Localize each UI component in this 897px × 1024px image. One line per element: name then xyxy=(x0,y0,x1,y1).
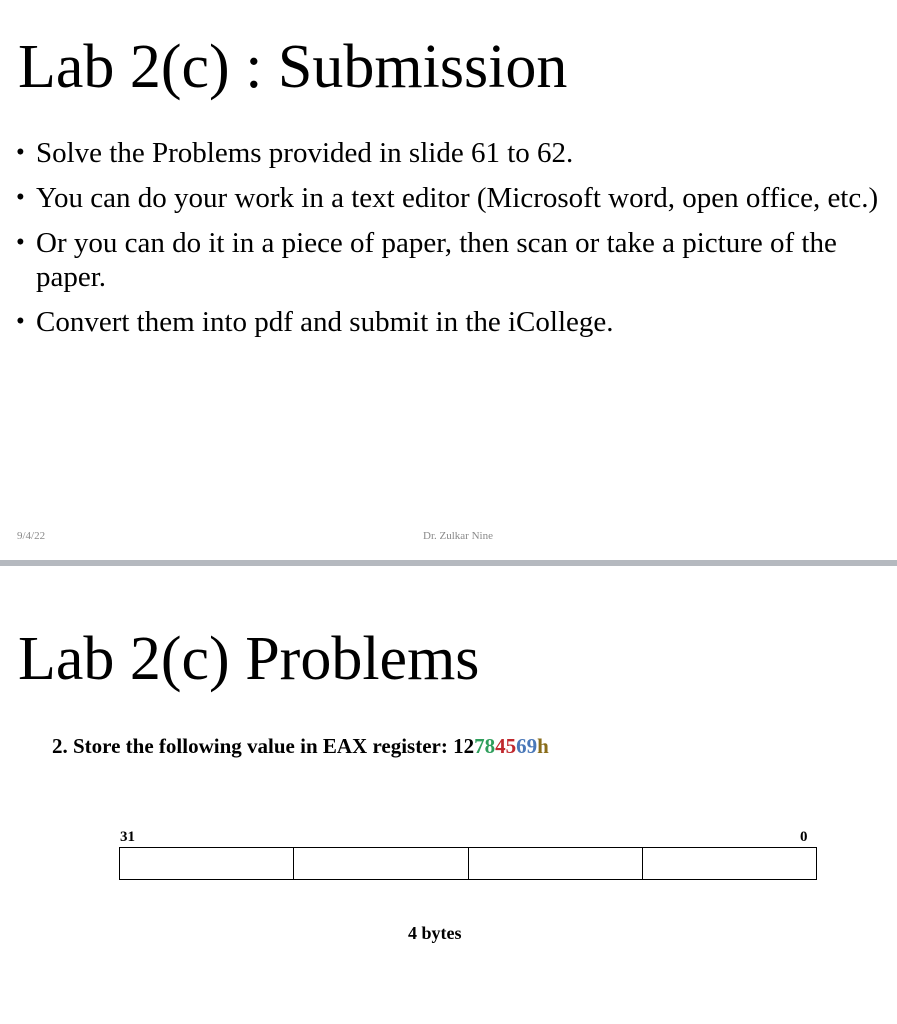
bit-label-low: 0 xyxy=(800,829,808,845)
footer-author: Dr. Zulkar Nine xyxy=(423,530,493,542)
slide-problems xyxy=(0,566,897,1024)
register-size-label: 4 bytes xyxy=(408,923,462,943)
bullet-dot-icon: • xyxy=(16,308,25,335)
bit-label-high: 31 xyxy=(120,829,135,845)
problem-statement xyxy=(52,734,549,759)
bullet-text: You can do your work in a text editor (Microsoft word, open office, etc.) xyxy=(36,182,879,214)
bullet-text: Solve the Problems provided in slide 61 to 62. xyxy=(36,137,574,169)
bullet-text: Convert them into pdf and submit in the iCollege. xyxy=(36,306,614,338)
bullet-dot-icon: • xyxy=(16,184,25,211)
hex-value-part: 78 xyxy=(474,734,496,758)
slide-title: Lab 2(c) Problems xyxy=(18,625,480,693)
hex-value-part: 45 xyxy=(495,734,517,758)
eax-register-diagram xyxy=(119,847,817,880)
slide-title: Lab 2(c) : Submission xyxy=(18,33,568,101)
hex-value-part: 69 xyxy=(516,734,538,758)
register-byte-cell xyxy=(643,848,816,879)
register-byte-cell xyxy=(294,848,468,879)
problem-prefix: 2. Store the following value in EAX register: xyxy=(52,734,454,758)
hex-value-part: 12 xyxy=(453,734,475,758)
hex-suffix: h xyxy=(537,734,549,758)
bullet-item xyxy=(16,181,888,215)
bullet-item xyxy=(16,226,888,294)
register-byte-cell xyxy=(120,848,294,879)
bullet-item xyxy=(16,305,888,339)
bullet-text: Or you can do it in a piece of paper, then scan or take a picture of the paper. xyxy=(36,227,837,293)
register-byte-cell xyxy=(469,848,643,879)
bullet-dot-icon: • xyxy=(16,229,25,256)
bullet-dot-icon: • xyxy=(16,139,25,166)
bullet-list xyxy=(16,136,888,350)
footer-date: 9/4/22 xyxy=(17,530,46,542)
bullet-item xyxy=(16,136,888,170)
